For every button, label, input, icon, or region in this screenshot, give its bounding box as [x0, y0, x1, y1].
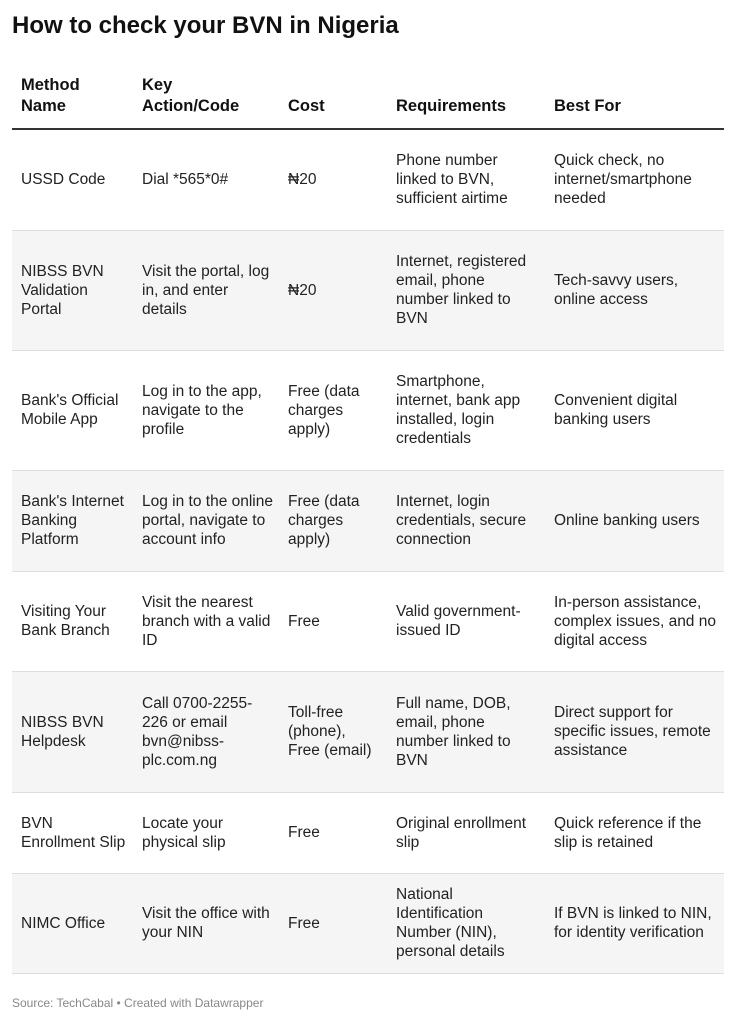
- column-header-key-action: Key Action/Code: [133, 70, 279, 129]
- cell-best-for: Online banking users: [545, 470, 724, 571]
- table-row: [12, 129, 724, 230]
- bvn-methods-table: [12, 70, 724, 974]
- table-row: [12, 671, 724, 792]
- cell-key-action: Dial *565*0#: [133, 129, 279, 230]
- cell-requirements: Internet, registered email, phone number linked to BVN: [387, 230, 545, 350]
- cell-best-for: Tech-savvy users, online access: [545, 230, 724, 350]
- cell-requirements: Original enrollment slip: [387, 792, 545, 873]
- cell-cost: ₦20: [279, 230, 387, 350]
- cell-cost: Free (data charges apply): [279, 350, 387, 470]
- column-header-requirements: Requirements: [387, 70, 545, 129]
- table-row: [12, 230, 724, 350]
- page-title: How to check your BVN in Nigeria: [12, 12, 399, 39]
- cell-method-name: Bank's Internet Banking Platform: [12, 470, 133, 571]
- cell-best-for: Quick check, no internet/smartphone needed: [545, 129, 724, 230]
- cell-key-action: Log in to the app, navigate to the profile: [133, 350, 279, 470]
- cell-best-for: In-person assistance, complex issues, and no digital access: [545, 571, 724, 671]
- cell-key-action: Log in to the online portal, navigate to account info: [133, 470, 279, 571]
- cell-requirements: Phone number linked to BVN, sufficient airtime: [387, 129, 545, 230]
- cell-cost: Free: [279, 571, 387, 671]
- cell-cost: Free: [279, 792, 387, 873]
- cell-best-for: If BVN is linked to NIN, for identity verification: [545, 873, 724, 973]
- cell-method-name: NIBSS BVN Validation Portal: [12, 230, 133, 350]
- cell-key-action: Locate your physical slip: [133, 792, 279, 873]
- cell-key-action: Call 0700-2255-226 or email bvn@nibss-plc.com.ng: [133, 671, 279, 792]
- cell-best-for: Direct support for specific issues, remote assistance: [545, 671, 724, 792]
- column-header-method-name: Method Name: [12, 70, 133, 129]
- cell-cost: Free (data charges apply): [279, 470, 387, 571]
- cell-key-action: Visit the office with your NIN: [133, 873, 279, 973]
- table-row: [12, 470, 724, 571]
- cell-method-name: Visiting Your Bank Branch: [12, 571, 133, 671]
- cell-method-name: USSD Code: [12, 129, 133, 230]
- cell-requirements: Smartphone, internet, bank app installed, login credentials: [387, 350, 545, 470]
- cell-method-name: NIMC Office: [12, 873, 133, 973]
- cell-method-name: Bank's Official Mobile App: [12, 350, 133, 470]
- cell-requirements: Internet, login credentials, secure connection: [387, 470, 545, 571]
- cell-requirements: Valid government-issued ID: [387, 571, 545, 671]
- cell-key-action: Visit the portal, log in, and enter details: [133, 230, 279, 350]
- cell-method-name: NIBSS BVN Helpdesk: [12, 671, 133, 792]
- cell-cost: Free: [279, 873, 387, 973]
- table-row: [12, 792, 724, 873]
- table-header-row: [12, 70, 724, 129]
- cell-method-name: BVN Enrollment Slip: [12, 792, 133, 873]
- column-header-best-for: Best For: [545, 70, 724, 129]
- cell-best-for: Quick reference if the slip is retained: [545, 792, 724, 873]
- cell-requirements: Full name, DOB, email, phone number linked to BVN: [387, 671, 545, 792]
- cell-key-action: Visit the nearest branch with a valid ID: [133, 571, 279, 671]
- cell-cost: Toll-free (phone), Free (email): [279, 671, 387, 792]
- table-row: [12, 571, 724, 671]
- cell-requirements: National Identification Number (NIN), personal details: [387, 873, 545, 973]
- column-header-cost: Cost: [279, 70, 387, 129]
- cell-cost: ₦20: [279, 129, 387, 230]
- cell-best-for: Convenient digital banking users: [545, 350, 724, 470]
- table-row: [12, 873, 724, 973]
- source-note: Source: TechCabal • Created with Datawrapper: [12, 996, 264, 1010]
- table-row: [12, 350, 724, 470]
